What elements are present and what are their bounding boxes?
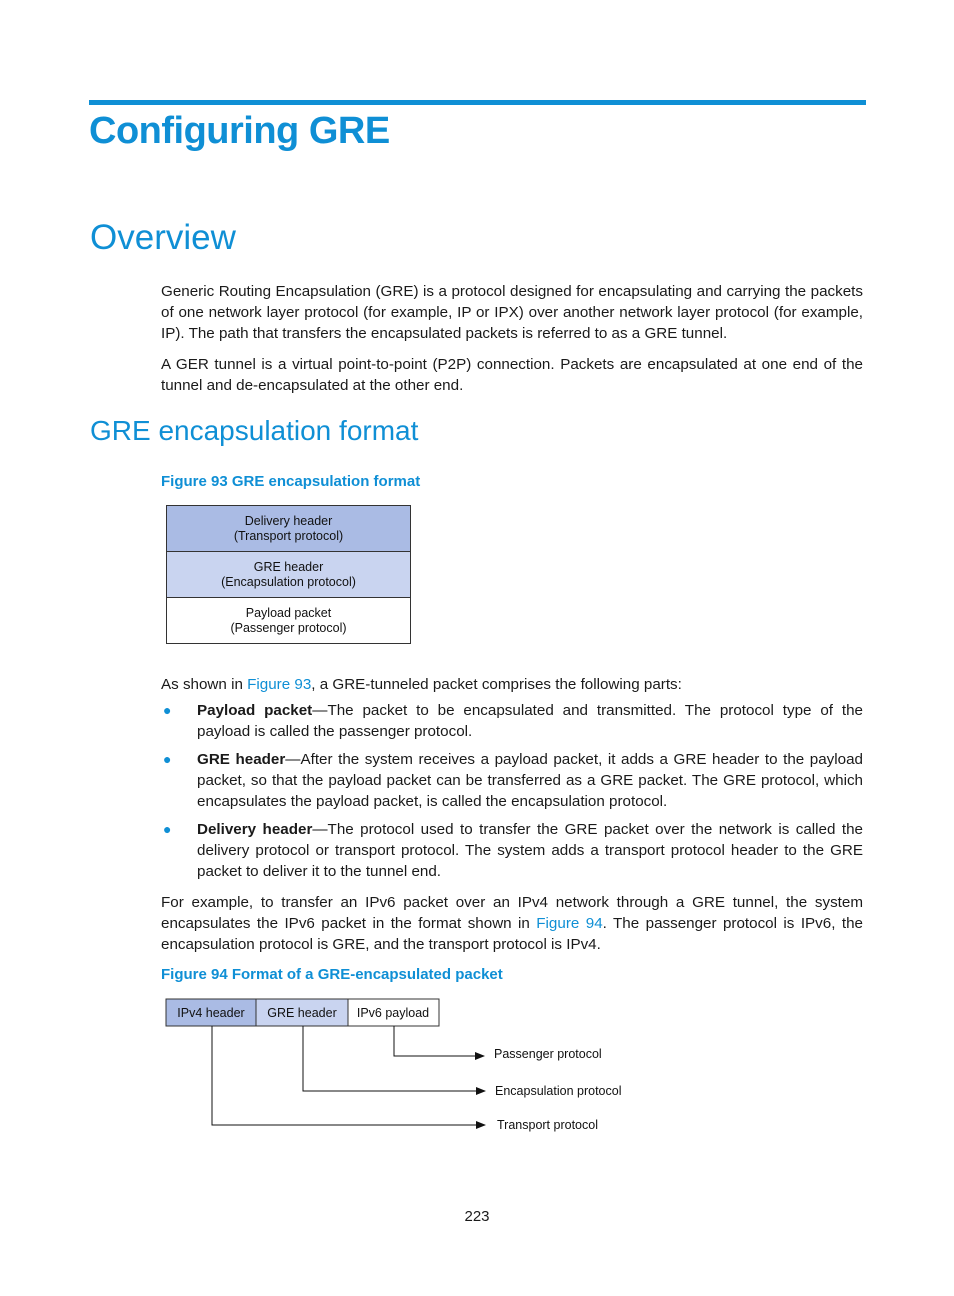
delivery-header-label: Delivery header [244,513,333,528]
list-item-term: GRE header [197,751,286,768]
payload-packet-box [167,598,410,643]
overview-heading: Overview [90,218,236,257]
overview-paragraph-2: A GER tunnel is a virtual point-to-point (P2P) connection. Packets are encapsulated at one end of the tunnel and de-encapsulated at the other end. [161,356,863,394]
delivery-header-box [167,506,410,552]
page-number: 223 [464,1208,490,1225]
list-item-term: Delivery header [197,821,313,838]
chapter-rule [89,100,866,105]
example-paragraph [161,892,863,955]
gre-header-sublabel: (Encapsulation protocol) [221,574,356,589]
bullet-icon: ● [163,821,172,837]
list-item [161,819,863,882]
ipv4-header-label: IPv4 header [177,1006,245,1020]
figure-94-caption: Figure 94 Format of a GRE-encapsulated packet [161,966,503,983]
intro-text-post: , a GRE-tunneled packet comprises the following parts: [311,676,682,693]
list-item [161,749,863,812]
transport-arrow [212,1026,485,1125]
parts-list [161,700,863,889]
passenger-arrow [394,1026,484,1056]
figure-93-diagram [166,505,411,644]
bullet-icon: ● [163,702,172,718]
intro-text-pre: As shown in [161,676,248,693]
passenger-protocol-label: Passenger protocol [494,1047,602,1061]
figure-94-link[interactable]: Figure 94 [536,915,603,932]
example-text-pre: For example, to transfer an IPv6 packet over an IPv4 network through a GRE tunnel, the system encapsulates the IPv6 packet in the format shown in [161,894,863,932]
figure-93-intro [161,674,863,695]
overview-paragraph-1: Generic Routing Encapsulation (GRE) is a protocol designed for encapsulating and carrying the packets of one network layer protocol (for example, IP or IPX) over another network layer protocol (for example, IP). The path that transfers the encapsulated packets is referred to as a GRE tunnel. [161,283,863,342]
gre-header-label-94: GRE header [267,1006,337,1020]
gre-header-label: GRE header [253,559,324,574]
chapter-title: Configuring GRE [89,110,390,152]
delivery-header-sublabel: (Transport protocol) [233,528,344,543]
example-text-post: . The passenger protocol is IPv6, the encapsulation protocol is GRE, and the transport protocol is IPv4. [161,915,863,953]
ipv6-payload-label: IPv6 payload [356,1006,430,1020]
transport-protocol-label: Transport protocol [497,1118,598,1132]
list-item-text: —The packet to be encapsulated and transmitted. The protocol type of the payload is called the passenger protocol. [197,702,863,740]
section-heading: GRE encapsulation format [90,415,419,446]
figure-93-link[interactable]: Figure 93 [247,676,312,693]
figure-94-diagram [160,995,660,1140]
list-item-text: —After the system receives a payload packet, it adds a GRE header to the payload packet, so that the payload packet can be transferred as a GRE packet. The GRE protocol, which encapsulates the payload packet, is called the encapsulation protocol. [197,751,863,810]
bullet-icon: ● [163,751,172,767]
payload-packet-label: Payload packet [245,605,332,620]
list-item [161,700,863,742]
list-item-text: —The protocol used to transfer the GRE packet over the network is called the delivery protocol or transport protocol. The system adds a transport protocol header to the GRE packet to deliver it to the tunnel end. [197,821,863,880]
figure-93-caption: Figure 93 GRE encapsulation format [161,473,421,490]
payload-packet-sublabel: (Passenger protocol) [230,620,347,635]
list-item-term: Payload packet [197,702,313,719]
gre-header-box [167,552,410,598]
encapsulation-protocol-label: Encapsulation protocol [495,1084,622,1098]
